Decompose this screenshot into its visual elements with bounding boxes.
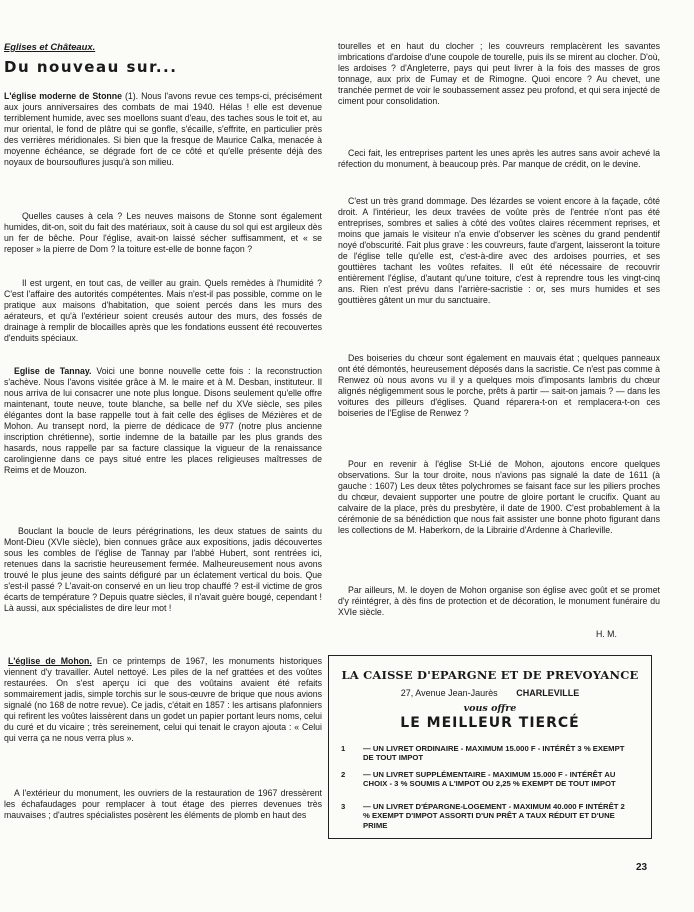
advert-title: LA CAISSE D'EPARGNE ET DE PREVOYANCE [341,668,639,682]
section-label: Eglises et Châteaux. [4,41,96,52]
paragraph-text: Pour en revenir à l'église St-Lié de Mohon, ajoutons encore quelques observations. Sur la tour droite, nous n'avions pas signalé la date de 1611 (à gauche : 1607) Les deux têtes polychromes se faisant face sur les piliers proches du chœur, devaient supporter une poutre de gloire portant le crucifix. Quant au calvaire de la place, près du presbytère, il date de 1900. C'est probablement à la cérémonie de sa bénédiction que nous fait assister une bonne photo figurant dans les collections de M. Haberkorn, de la Librairie d'Ardenne à Charleville. [338,459,660,535]
paragraph-boiseries [338,353,660,419]
paragraph-statues [4,526,322,614]
paragraph-text: Quelles causes à cela ? Les neuves maisons de Stonne sont également humides, dit-on, soit du fait des matériaux, soit à cause du sol qui est argileux dès un fer de bêche. Pour l'église, avait-on laissé sécher suffisamment, et « se reposer » la pierre de Dom ? la toiture est-elle de bonne façon ? [4,211,322,254]
offer-number: 1 [341,744,346,753]
paragraph-exterieur [4,788,322,821]
advert-offer-item [341,770,631,789]
paragraph-causes [4,211,322,255]
offer-text: — UN LIVRET ORDINAIRE - MAXIMUM 15.000 F - INTÉRÊT 3 % EXEMPT DE TOUT IMPOT [363,744,625,763]
paragraph-text: Il est urgent, en tout cas, de veiller au grain. Quels remèdes à l'humidité ? C'est l'affaire des autorités compétentes. Mais n'est-il pas possible, comme on le pratique aux maisons d'habitation, que soient percés dans les murs des aérateurs, et qu'à l'extérieur soient creusés autour des murs, des fossés de drainage à remplir de blocailles après que les fondations eussent été recouvertes d'enduits spéciaux. [4,278,322,343]
paragraph-lead: L'église de Mohon. [8,656,92,666]
advert-offer-title: LE MEILLEUR TIERCÉ [400,715,580,731]
offer-number: 3 [341,802,346,811]
paragraph-text: tourelles et en haut du clocher ; les couvreurs remplacèrent les savantes imbrications d'ardoise d'une coupole de tourelle, puis ils se mirent au clocher. D'où, les ardoises ? d'Angleterre, pays qui peut livrer à la fois des masses de gros tonnage, aux prix de Fumay et de Rimogne. Quoi encore ? Au chevet, une tranchée permet de voir le soubassement assez peu profond, et qui sera injecté de ciment pour consolidation. [338,41,660,106]
advert-address-line [329,688,651,698]
offer-number: 2 [341,770,346,779]
paragraph-stonne [4,91,322,168]
headline: Du nouveau sur... [4,58,178,76]
paragraph-text: Voici une bonne nouvelle cette fois : la reconstruction s'achève. Nous l'avons visitée grâce à M. le maire et à M. Desban, instituteur. Il nous arriva de lui consacrer une note plus longue. Disons seulement qu'elle offre maintenant, toute neuve, toute blanche, sa belle nef du XVe siècle, ses piles élégantes dont la base rappelle tout à fait celle des églises de Mézières et de Mohon. Au transept nord, la pierre de dédicace de 977 (notre plus ancienne inscription chrétienne), sortie indemne de la bataille par les plus grands des hasards, nous rappelle par sa facture classique la vigueur de la renaissance carolingienne dans ce pays situé entre les places religieuses maîtresses de Reims et de Mouzon. [4,366,323,475]
advert-offer-item [341,744,631,763]
paragraph-mohon [4,656,322,744]
signature: H. M. [596,629,617,639]
advert-offer-intro: vous offre [463,703,517,714]
advert-offer-item [341,802,631,830]
left-column [4,41,322,861]
offer-text: — UN LIVRET D'ÉPARGNE-LOGEMENT - MAXIMUM 40.000 F INTÉRÊT 2 % EXEMPT D'IMPOT ASSORTI D'UN PRÊT A TAUX RÉDUIT ET D'UNE PRIME [363,802,625,830]
paragraph-text: Par ailleurs, M. le doyen de Mohon organise son église avec goût et se promet d'y réintégrer, à dès fins de protection et de décoration, le monument funéraire du XVIe siècle. [338,585,660,617]
paragraph-lead: Eglise de Tannay. [14,366,92,376]
paragraph-st-lie [338,459,660,536]
offer-text: — UN LIVRET SUPPLÉMENTAIRE - MAXIMUM 15.000 F - INTÉRÊT AU CHOIX - 3 % SOUMIS A L'IMPOT OU 2,25 % EXEMPT DE TOUT IMPOT [363,770,616,789]
paragraph-text: Ceci fait, les entreprises partent les unes après les autres sans avoir achevé la réfection du monument, à beaucoup près. Par manque de crédit, on le devine. [338,148,660,169]
advert-city: CHARLEVILLE [516,688,580,698]
paragraph-tourelles [338,41,660,107]
paragraph-tannay [4,366,322,476]
paragraph-urgent [4,278,322,344]
paragraph-text: Des boiseries du chœur sont également en mauvais état ; quelques panneaux ont été démontés, heureusement déposés dans la sacristie. Ce n'est pas comme à Renwez où nous avons vu il y a quelques mois d'imposants lambris du chœur alignés négligemment sous le porche, prêts à partir — sait-on jamais ? — dans les voitures des pilleurs d'églises. Quand réparera-t-on et remplacera-t-on ces boiseries de l'Eglise de Renwez ? [338,353,660,418]
advert-address: 27, Avenue Jean-Jaurès [400,688,498,698]
paragraph-text: En ce printemps de 1967, les monuments historiques viennent d'y travailler. Autel nettoyé. Les piles de la nef grattées et des voûtes restaurées. On s'est aperçu ici que des voûtains avaient été refaits sommairement jadis, simple torchis sur le sous-œuvre de brique que nous avions signalé (no 168 de notre revue). Ce jadis, c'était en 1857 : les artisans plafonniers qui refirent les voûtes laissèrent dans un godet un papier portant leurs noms, celui du curé et du vicaire ; très sereinement, celui qui tenait le crayon ajouta : « Celui qui verra ça ne nous verra plus ». [4,656,323,743]
advert-box [328,655,652,839]
paragraph-dommage [338,196,660,306]
paragraph-ceci [338,148,660,170]
paragraph-lead: L'église moderne de Stonne [4,91,122,101]
paragraph-text: A l'extérieur du monument, les ouvriers de la restauration de 1967 dressèrent les échafaudages pour remplacer à tout étage des pierres devenues très mauvaises ; d'autres spécialistes posèrent les éléments de plomb en haut des [4,788,322,820]
page-number: 23 [636,862,648,873]
paragraph-text: (1). Nous l'avons revue ces temps-ci, précisément aux jours anniversaires des combats de mai 1940. Hélas ! elle est devenue terriblement humide, avec ses moellons suant d'eau, des taches sous le toit et, au mur oriental, le fond de plâtre qui se gonfle, s'écaille, s'effrite, en particulier près des verrières méridionales. Si bien que la fresque de Maurice Calka, menacée à moyenne échéance, se dégrade fort de ce côté et qu'elle présente déjà des noyaux de boursouflures jusqu'à son milieu. [4,91,322,167]
paragraph-text: Bouclant la boucle de leurs pérégrinations, les deux statues de saints du Mont-Dieu (XVIe siècle), bien connues grâce aux expositions, jadis découvertes sous les combles de l'église de Tannay par l'abbé Hubert, sont rentrées ici, retenues dans la sacristie heureusement fermée. Malheureusement nous avons trouvé le plus jeune des saints défiguré par un éclatement vertical du bois. Que s'est-il passé ? L'avait-on conservé en un lieu trop chauffé ? est-il victime de gros écarts de température ? Depuis quatre siècles, il n'avait guère bougé, cependant ! Là aussi, aux spécialistes de dire leur mot ! [4,526,322,613]
paragraph-text: C'est un très grand dommage. Des lézardes se voient encore à la façade, côté droit. A l'intérieur, les deux travées de voûte près de l'entrée n'ont pas été entreprises, sombres et salies à côté des voûtes claires récemment reprises, et moins que jamais le visiteur n'a envie d'observer les scènes du grand pendentif noyé d'obscurité. Fait plus grave : les couvreurs, faute d'argent, laisseront la toiture de l'église telle qu'elle est, c'est-à-dire avec des ardoises pourries, et ses gouttières tachant les voûtes refaites. Il eût été nécessaire de recouvrir entièrement l'église, d'autant qu'une toiture, c'est à reprendre tous les vingt-cinq ans. Rien n'est prévu dans l'arrière-sacristie : or, ses murs humides et ses gouttières gâtent un mur du sanctuaire. [338,196,660,305]
right-column [338,41,660,641]
paragraph-doyen [338,585,660,618]
